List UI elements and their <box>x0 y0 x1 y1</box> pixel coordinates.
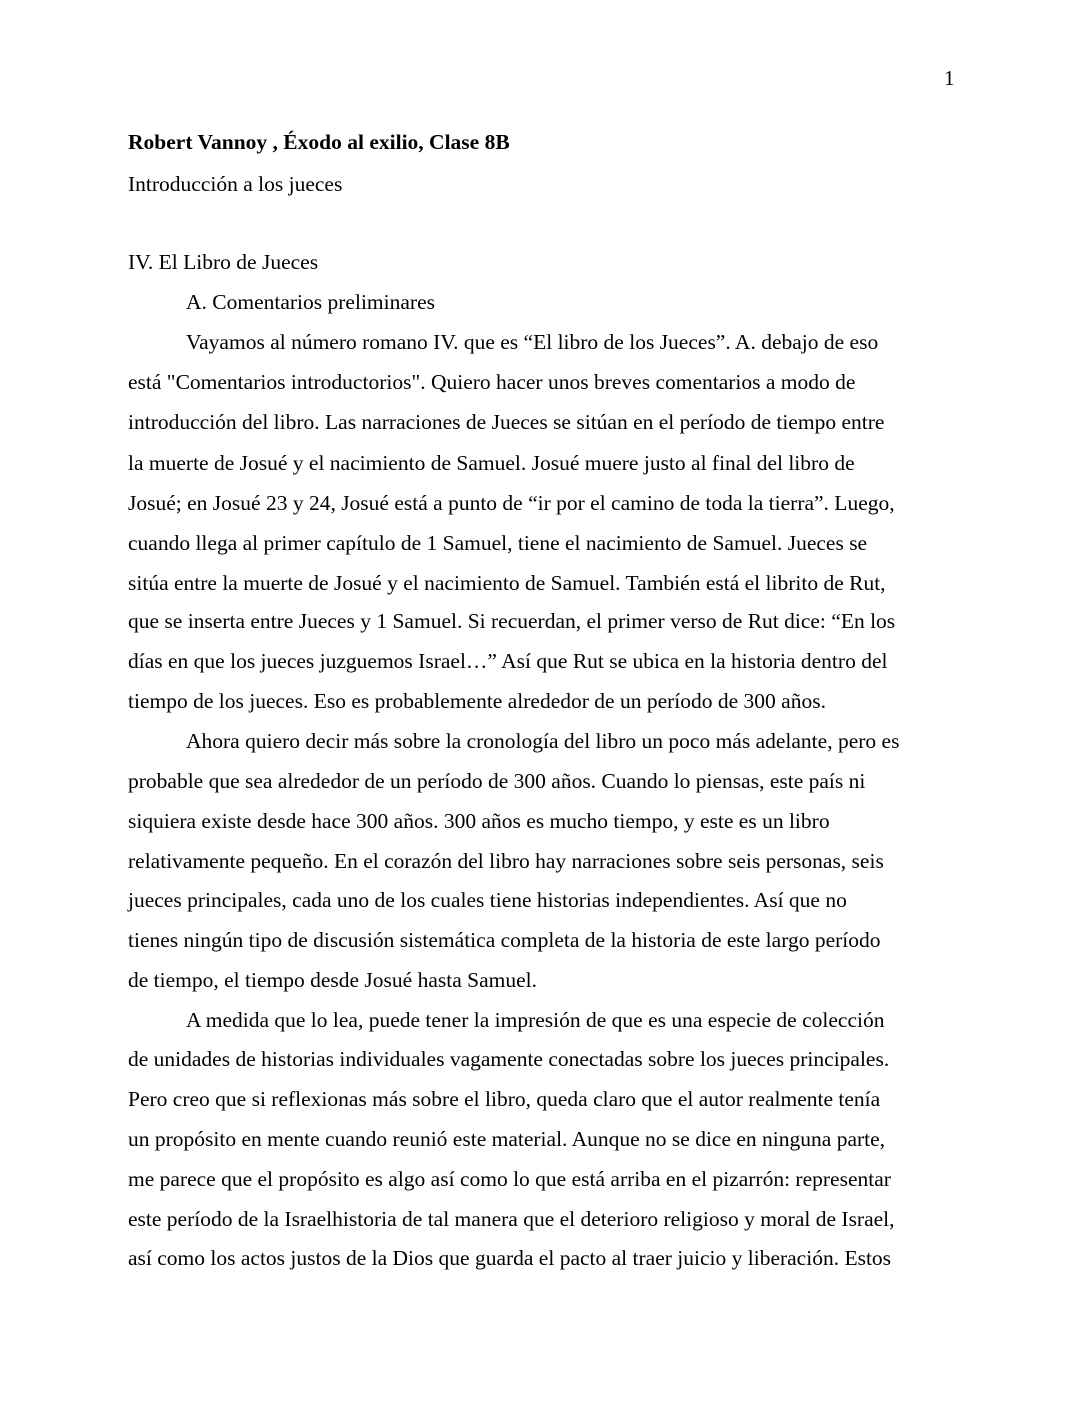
body-line: Ahora quiero decir más sobre la cronología del libro un poco más adelante, pero es <box>186 729 900 753</box>
body-line: de tiempo, el tiempo desde Josué hasta Samuel. <box>128 968 538 992</box>
body-line: Pero creo que si reflexionas más sobre el libro, queda claro que el autor realmente tenía <box>128 1087 881 1111</box>
page-number: 1 <box>944 66 955 90</box>
body-line: de unidades de historias individuales vagamente conectadas sobre los jueces principales. <box>128 1047 890 1071</box>
body-line: A medida que lo lea, puede tener la impresión de que es una especie de colección <box>186 1008 885 1032</box>
body-line: sitúa entre la muerte de Josué y el nacimiento de Samuel. También está el librito de Rut, <box>128 571 886 595</box>
body-line: está "Comentarios introductorios". Quiero hacer unos breves comentarios a modo de <box>128 370 856 394</box>
body-line: probable que sea alrededor de un período de 300 años. Cuando lo piensas, este país ni <box>128 769 866 793</box>
body-line: introducción del libro. Las narraciones de Jueces se sitúan en el período de tiempo entre <box>128 410 885 434</box>
body-line: que se inserta entre Jueces y 1 Samuel. Si recuerdan, el primer verso de Rut dice: “En los <box>128 609 896 633</box>
body-line: me parece que el propósito es algo así como lo que está arriba en el pizarrón: representar <box>128 1167 891 1191</box>
body-line: siquiera existe desde hace 300 años. 300 años es mucho tiempo, y este es un libro <box>128 809 830 833</box>
body-line: días en que los jueces juzguemos Israel…” Así que Rut se ubica en la historia dentro del <box>128 649 888 673</box>
body-line: tienes ningún tipo de discusión sistemática completa de la historia de este largo período <box>128 928 881 952</box>
section-heading: IV. El Libro de Jueces <box>128 250 319 274</box>
body-line: un propósito en mente cuando reunió este material. Aunque no se dice en ninguna parte, <box>128 1127 886 1151</box>
body-line: Josué; en Josué 23 y 24, Josué está a punto de “ir por el camino de toda la tierra”. Luego, <box>128 491 895 515</box>
document-title: Robert Vannoy , Éxodo al exilio, Clase 8B <box>128 130 510 154</box>
body-line: este período de la Israelhistoria de tal manera que el deterioro religioso y moral de Israel, <box>128 1207 895 1231</box>
body-line: Vayamos al número romano IV. que es “El libro de los Jueces”. A. debajo de eso <box>186 330 879 354</box>
body-line: jueces principales, cada uno de los cuales tiene historias independientes. Así que no <box>128 888 847 912</box>
body-line: así como los actos justos de la Dios que guarda el pacto al traer juicio y liberación. Estos <box>128 1246 892 1270</box>
subsection-heading: A. Comentarios preliminares <box>186 290 435 314</box>
body-line: tiempo de los jueces. Eso es probablemente alrededor de un período de 300 años. <box>128 689 826 713</box>
body-line: cuando llega al primer capítulo de 1 Samuel, tiene el nacimiento de Samuel. Jueces se <box>128 531 868 555</box>
body-line: relativamente pequeño. En el corazón del libro hay narraciones sobre seis personas, seis <box>128 849 884 873</box>
document-subtitle: Introducción a los jueces <box>128 172 343 196</box>
body-line: la muerte de Josué y el nacimiento de Samuel. Josué muere justo al final del libro de <box>128 451 855 475</box>
